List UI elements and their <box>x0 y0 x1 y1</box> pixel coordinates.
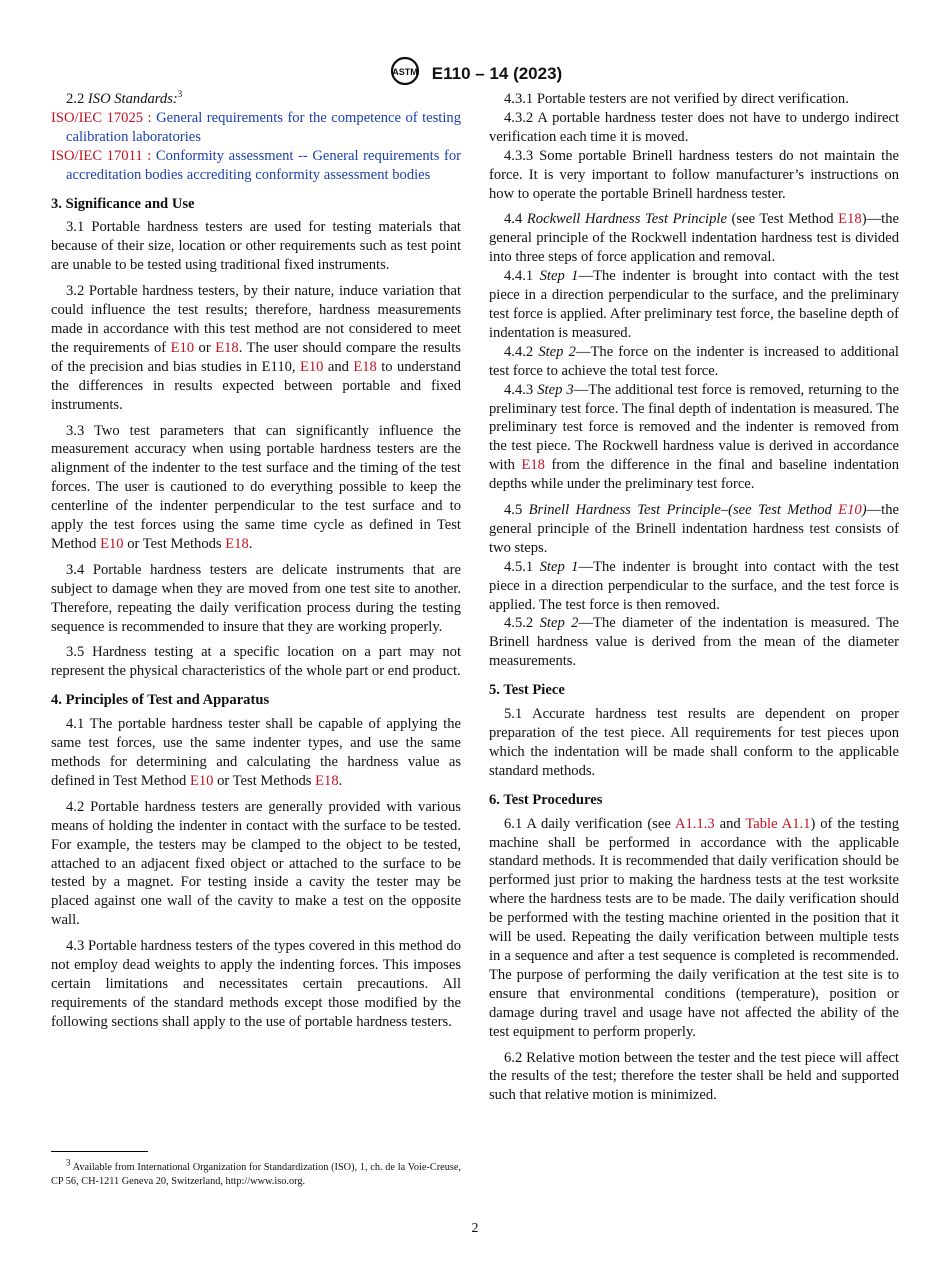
paragraph-4-4: 4.4 Rockwell Hardness Test Principle (see Test Method E18)—the general principle of the Rockwell indentation hardness test is divided into three steps of force application and removal. <box>489 211 899 266</box>
paragraph-6-2: 6.2 Relative motion between the tester and the test piece will affect the results of the test; therefore the tester shall be held and supported such that relative motion is minimized. <box>489 1049 899 1104</box>
reference-iso-17025: ISO/IEC 17025 : General requirements for the competence of testing calibration laboratories <box>51 109 462 145</box>
link-e18[interactable]: E18 <box>315 772 339 789</box>
paragraph-4-5-1: 4.5.1 Step 1—The indenter is brought into contact with the test piece in a direction perpendicular to the surface, and the test force is applied. The test force is then removed. <box>489 558 900 613</box>
paragraph-4-3-2: 4.3.2 A portable hardness tester does not have to undergo indirect verification each time it is moved. <box>489 109 899 145</box>
paragraph-4-4-2: 4.4.2 Step 2—The force on the indenter is increased to additional test force to achieve the total test force. <box>489 343 899 379</box>
reference-iso-17011: ISO/IEC 17011 : Conformity assessment -- General requirements for accreditation bodies accrediting conformity assessment bodies <box>51 147 461 183</box>
footnote-3: $^3$ Available from International Organization for Standardization (ISO), 1, ch. de la Voie-Creuse, CP 56, CH-1211 Geneva 20, Switzerland, http://www.iso.org. <box>51 1157 461 1187</box>
link-e10[interactable]: E10 <box>189 772 214 789</box>
ref-title-link[interactable]: Conformity assessment -- General requirements for accreditation bodies accrediting conformity assessment bodies <box>66 147 461 183</box>
paragraph-4-4-1: 4.4.1 Step 1—The indenter is brought into contact with the test piece in a direction perpendicular to the surface, and the preliminary test force is applied. After preliminary test force, the baseline depth of indentation is measured. <box>489 268 900 341</box>
section-heading-5: 5. Test Piece <box>489 682 565 699</box>
section-2-2: 2.2 ISO Standards:$^3$ <box>66 89 183 107</box>
link-a1-1-3[interactable]: A1.1.3 <box>674 815 715 832</box>
paragraph-3-2: 3.2 Portable hardness testers, by their nature, induce variation that could influence the test results; therefore, hardness measurements made in accordance with this test method are not considered to meet the requirements of E10 or E18. The user should compare the results of the precision and bias studies in E110, E10 and E18 to understand the differences in results expected between portable and fixed instruments. <box>51 283 461 413</box>
astm-logo-icon <box>388 56 422 91</box>
paragraph-4-3-1: 4.3.1 Portable testers are not verified by direct verification. <box>504 91 849 107</box>
paragraph-4-3-3: 4.3.3 Some portable Brinell hardness testers do not maintain the force. It is very important to follow manufacturer’s instructions on how to operate the portable Brinell hardness tester. <box>489 147 899 202</box>
link-e18[interactable]: E18 <box>521 457 545 474</box>
link-e18[interactable]: E18 <box>838 211 862 228</box>
paragraph-5-1: 5.1 Accurate hardness test results are dependent on proper preparation of the test piece. All requirements for test pieces upon which the indentation will be made shall conform to the applicable standard methods. <box>489 706 899 779</box>
ref-title-link[interactable]: General requirements for the competence of testing calibration laboratories <box>66 109 462 145</box>
link-e10[interactable]: E10 <box>170 339 195 356</box>
paragraph-4-5-2: 4.5.2 Step 2—The diameter of the indentation is measured. The Brinell hardness value is derived from the mean of the diameter measurements. <box>489 615 900 670</box>
link-table-a1-1[interactable]: Table A1.1 <box>745 815 811 832</box>
astm-logo-text: ASTM <box>392 67 418 77</box>
link-e10[interactable]: E10 <box>838 502 862 519</box>
link-e18[interactable]: E18 <box>215 339 239 356</box>
link-e18[interactable]: E18 <box>353 358 377 375</box>
paragraph-3-3: 3.3 Two test parameters that can significantly influence the measurement accuracy when using portable hardness testers are the alignment of the indenter to the test surface and the timing of the test forces. The user is cautioned to do everything possible to keep the centerline of the indenter perpendicular to the test surface and to apply the test forces using the same time cycle as defined in Test Method E10 or Test Methods E18. <box>51 422 461 552</box>
paragraph-4-1: 4.1 The portable hardness tester shall be capable of applying the same test forces, use the same indenter types, and use the same methods for determining and calculating the hardness value as defined in Test Method E10 or Test Methods E18. <box>51 716 461 789</box>
paragraph-4-5: 4.5 Brinell Hardness Test Principle–(see Test Method E10)—the general principle of the Brinell indentation hardness test consists of two steps. <box>489 502 899 556</box>
document-designation: E110 – 14 (2023) <box>431 63 563 83</box>
paragraph-6-1: 6.1 A daily verification (see A1.1.3 and Table A1.1) of the testing machine shall be performed in accordance with the applicable standard methods. It is recommended that daily verification should be performed just prior to making the hardness tests at the test worksite where the hardness tests are to be made. The daily verification should be performed with the testing machine oriented in the position that it will be used. Repeating the daily verification between multiple tests in a sequence and after a test sequence is completed is recommended. The purpose of performing the daily verification at the test site is to ensure that environmental conditions (temperature), position or damage during travel and usage have not affected the ability of the test equipment to perform properly. <box>489 815 899 1040</box>
link-e18[interactable]: E18 <box>225 535 249 552</box>
page-number: 2 <box>471 1221 479 1236</box>
right-column <box>489 90 899 1105</box>
link-e10[interactable]: E10 <box>299 358 324 375</box>
ref-code-link[interactable]: ISO/IEC 17025 <box>51 109 144 126</box>
paragraph-3-1: 3.1 Portable hardness testers are used for testing materials that because of their size, location or other requirements such as test point are unable to be tested using traditional fixed instruments. <box>51 219 461 274</box>
paragraph-4-4-3: 4.4.3 Step 3—The additional test force is removed, returning to the preliminary test force. The final depth of indentation is measured. The preliminary test force is removed and the indenter is removed from the test piece. The Rockwell hardness value is derived in accordance with E18 from the difference in the final and baseline indentation depths while under the preliminary test force. <box>489 381 900 493</box>
section-heading-3: 3. Significance and Use <box>51 195 195 212</box>
paragraph-3-4: 3.4 Portable hardness testers are delicate instruments that are subject to damage when they are moved from one test site to another. Therefore, repeating the daily verification process during the testing sequence is recommended to insure that they are working properly. <box>51 561 461 635</box>
left-column <box>51 90 461 1032</box>
paragraph-4-2: 4.2 Portable hardness testers are generally provided with various means of holding the indenter in contact with the surface to be tested. For example, the testers may be clamped to the object to be tested, attached to an adjacent fixed object or attached to the surface to be tested by a magnet. For testing inside a cavity the tester may be placed against one wall of the cavity to make a test on the opposite wall. <box>51 798 461 929</box>
section-heading-6: 6. Test Procedures <box>489 791 603 808</box>
footnote-divider <box>51 1151 148 1152</box>
ref-code-link[interactable]: ISO/IEC 17011 <box>51 147 143 164</box>
footnote-ref[interactable]: 3 <box>177 89 183 100</box>
paragraph-3-5: 3.5 Hardness testing at a specific location on a part may not represent the physical characteristics of the whole part or end product. <box>51 644 461 680</box>
page-header <box>0 56 950 91</box>
section-heading-4: 4. Principles of Test and Apparatus <box>51 692 270 709</box>
paragraph-4-3: 4.3 Portable hardness testers of the types covered in this method do not employ dead weights to apply the indenting forces. This imposes certain limitations and necessitates certain precautions. All requirements of the standard methods except those modified by the following sections shall apply to the use of portable hardness testers. <box>51 938 461 1030</box>
link-e10[interactable]: E10 <box>100 535 124 552</box>
